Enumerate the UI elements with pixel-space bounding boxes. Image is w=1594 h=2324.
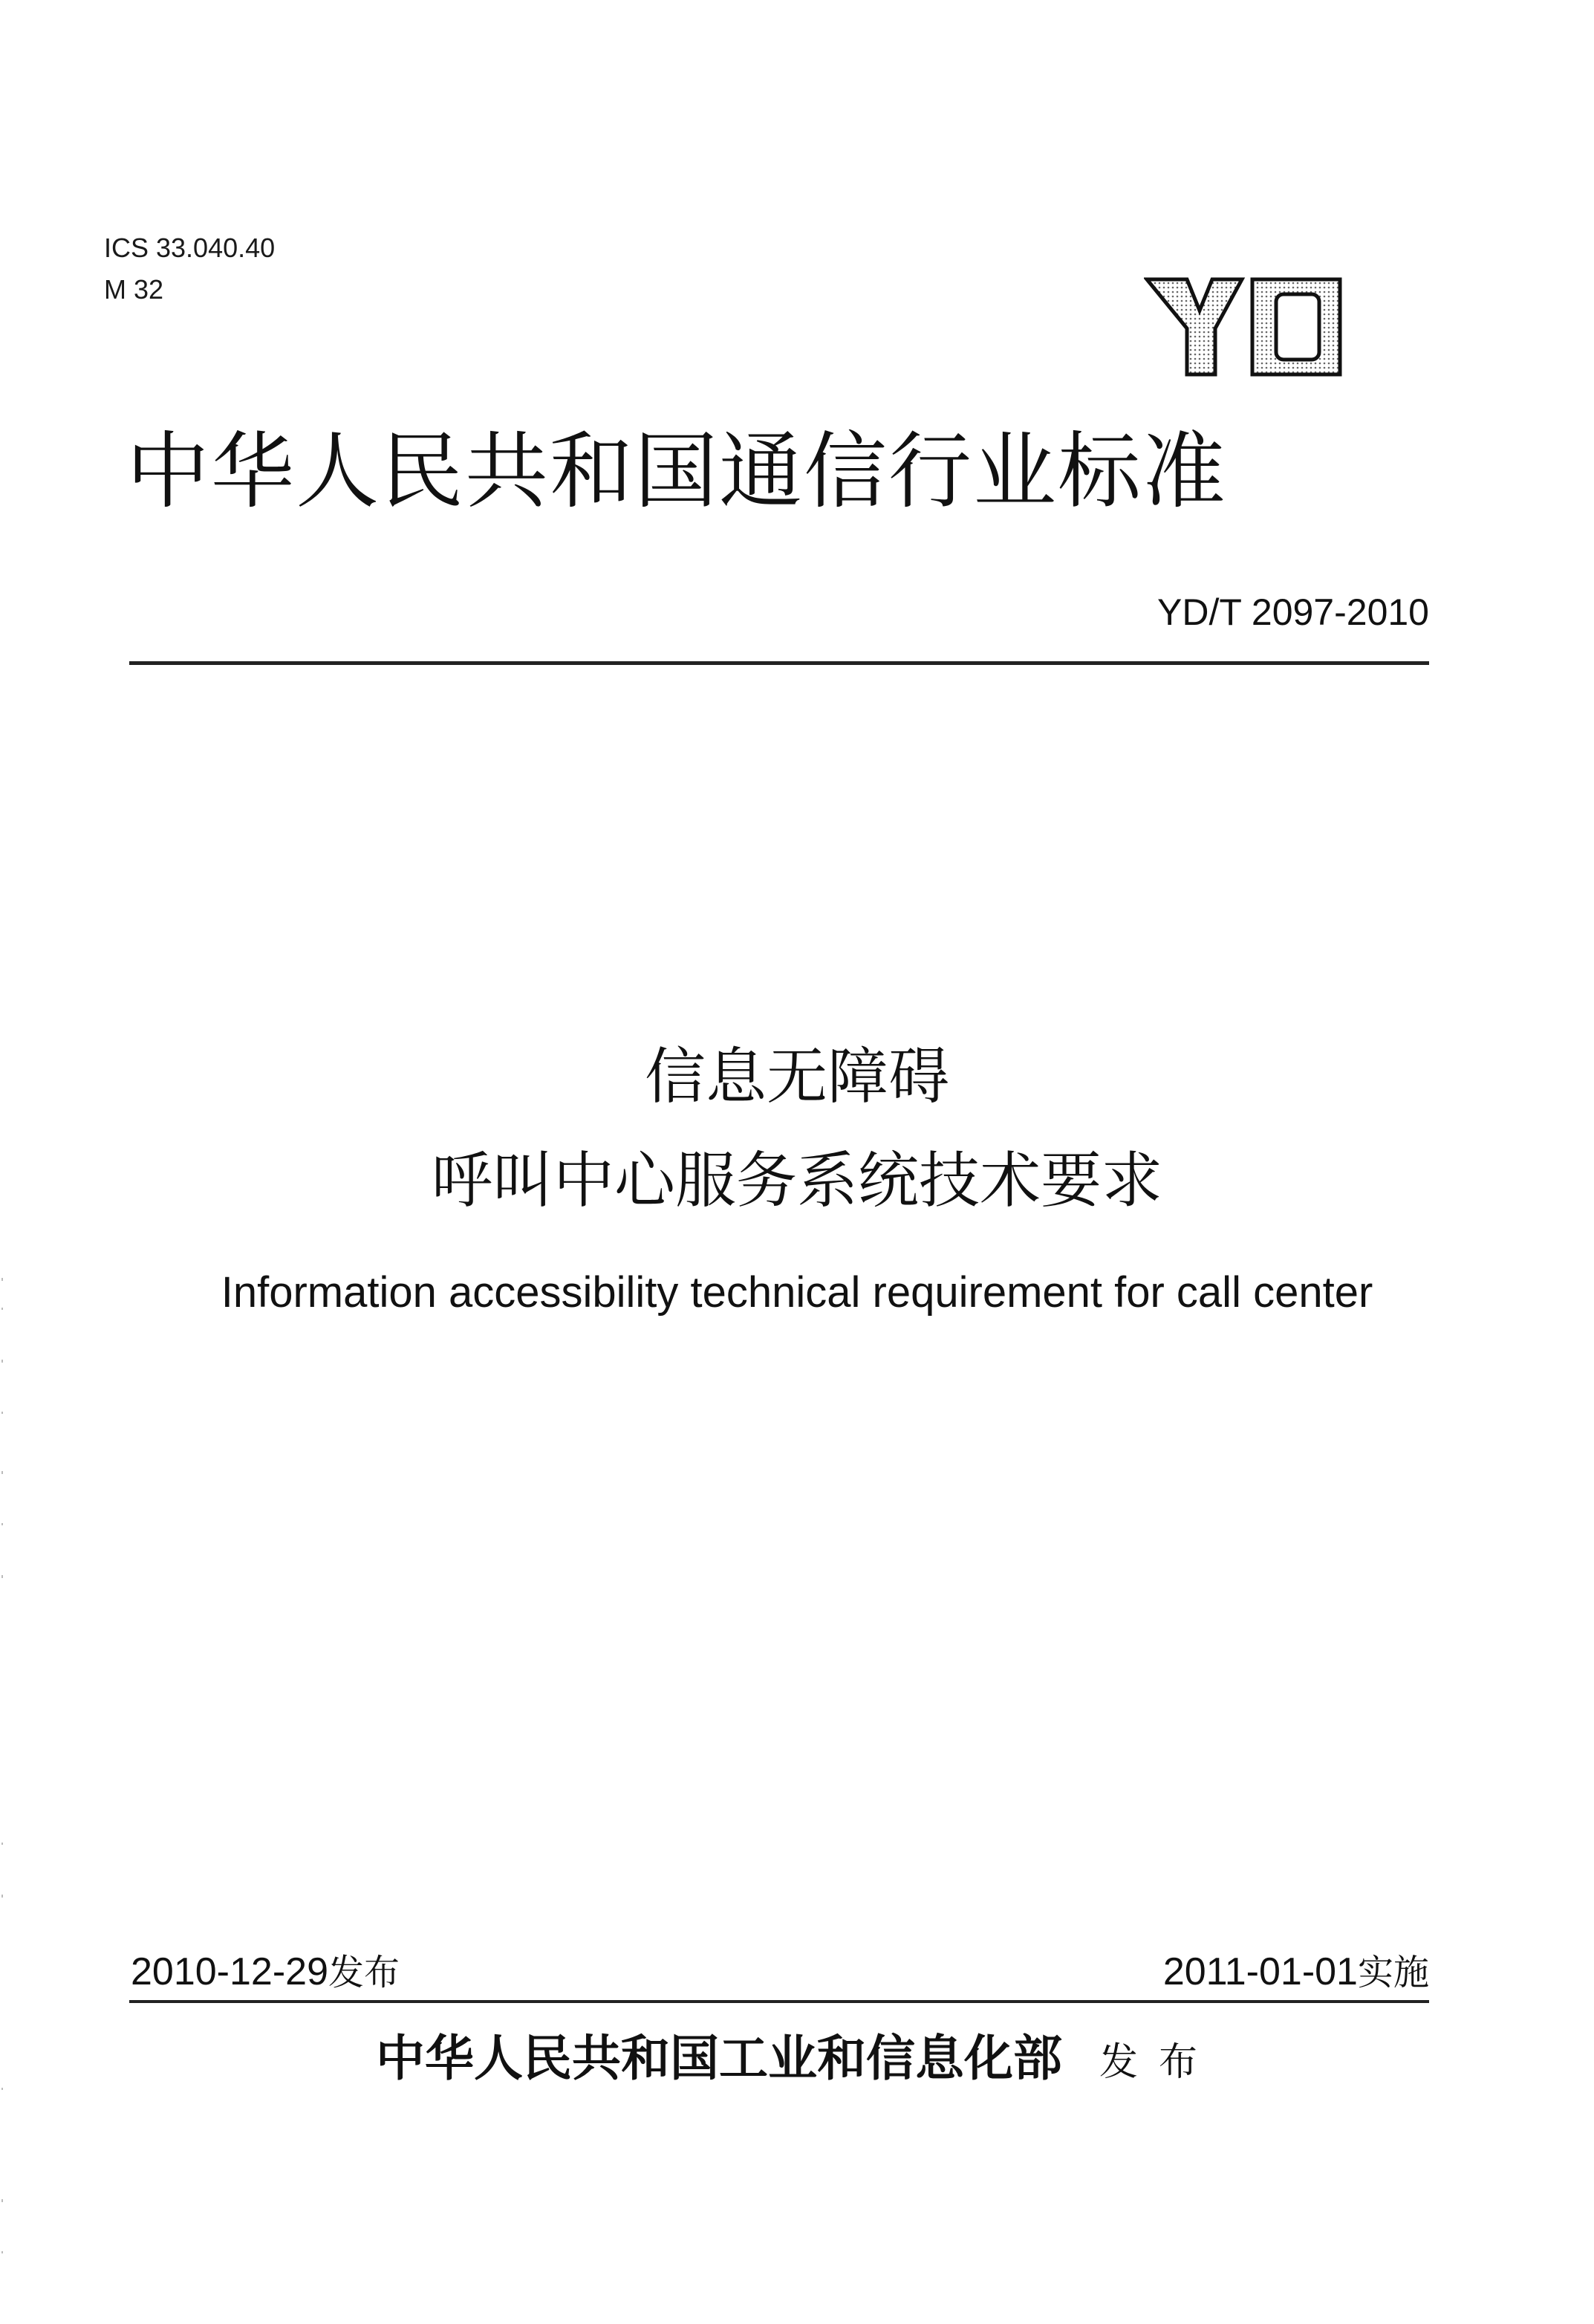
classification-codes [104,227,275,311]
yd-logo [1144,276,1344,377]
issue-label: 发布 [328,1952,400,1993]
issue-date-block [131,1947,400,1998]
effective-date: 2011-01-01 [1162,1950,1358,1993]
effective-date-block [1163,1947,1429,1998]
publisher-name: 中华人民共和国工业和信息化部 [375,2029,1062,2087]
header-divider [129,661,1429,665]
footer-divider [129,2000,1429,2003]
document-title-line-1: 信息无障碍 [644,1042,949,1112]
document-title-line-2: 呼叫中心服务系统技术要求 [431,1146,1162,1216]
publisher-line [0,2025,1594,2096]
standard-number: YD/T 2097-2010 [1157,591,1429,633]
effective-label: 实施 [1357,1952,1429,1993]
ccs-code: M 32 [104,274,164,305]
english-title: Information accessibility technical requirement for call center [221,1268,1373,1317]
ics-code: ICS 33.040.40 [104,233,276,263]
industry-standard-title: 中华人民共和国通信行业标准 [126,423,1227,520]
issue-date: 2010-12-29 [131,1950,328,1993]
publish-label: 发布 [1099,2040,1218,2085]
scan-edge-marks [0,0,9,2324]
